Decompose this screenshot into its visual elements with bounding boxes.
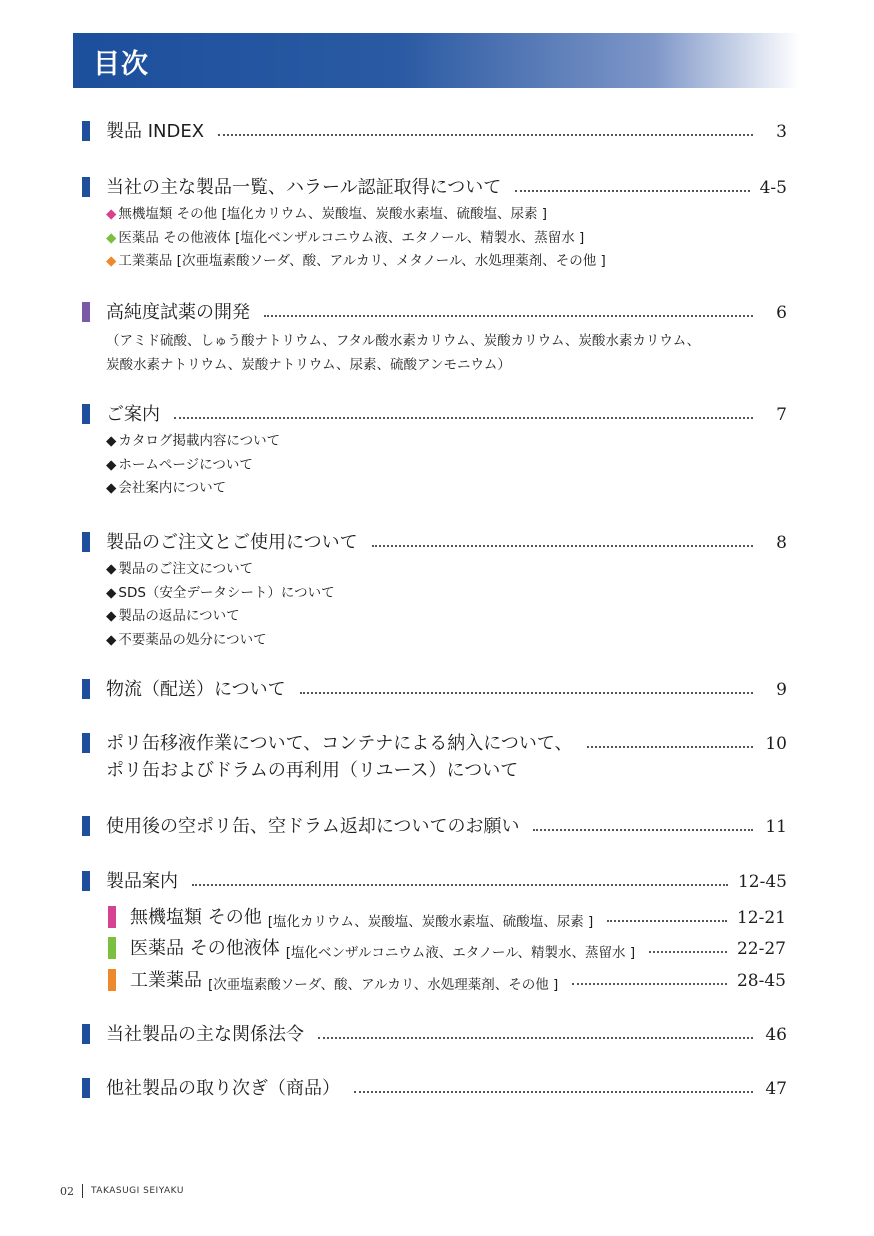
section-marker <box>82 121 90 141</box>
entry-title: ポリ缶移液作業について、コンテナによる納入について、 <box>106 733 573 754</box>
entry-title: 当社製品の主な関係法令 <box>106 1024 304 1045</box>
toc-entry-return[interactable] <box>82 813 787 839</box>
subentry-detail: [塩化カリウム、炭酸塩、炭酸水素塩、硫酸塩、尿素 ] <box>267 914 594 930</box>
entry-title: ご案内 <box>106 404 160 425</box>
entry-title: 高純度試薬の開発 <box>106 302 250 323</box>
entry-page: 4-5 <box>759 178 787 198</box>
toc-entry-product-list[interactable] <box>82 174 787 274</box>
section-marker <box>82 733 90 753</box>
dot-leader <box>174 417 753 419</box>
section-marker <box>82 1078 90 1098</box>
entry-note: 炭酸水素ナトリウム、炭酸ナトリウム、尿素、硫酸アンモニウム） <box>106 357 511 373</box>
category-marker <box>108 906 116 928</box>
subentry-page: 28-45 <box>736 971 786 991</box>
entry-note: （アミド硫酸、しゅう酸ナトリウム、フタル酸水素カリウム、炭酸カリウム、炭酸水素カリウム、 <box>106 333 701 349</box>
entry-title: 他社製品の取り次ぎ（商品） <box>106 1078 340 1099</box>
entry-page: 47 <box>765 1079 787 1099</box>
sub-item: ◆ ホームページについて <box>106 456 253 473</box>
diamond-icon: ◆ <box>106 584 117 601</box>
toc-subentry-pharma[interactable] <box>108 935 786 961</box>
toc-entry-high-purity[interactable] <box>82 299 787 377</box>
diamond-icon: ◆ <box>106 253 117 269</box>
toc-entry-product-guide[interactable] <box>82 868 787 894</box>
diamond-icon: ◆ <box>106 631 117 648</box>
entry-page: 10 <box>765 734 787 754</box>
sub-item: ◆ SDS（安全データシート）について <box>106 584 335 601</box>
entry-title: 当社の主な製品一覧、ハラール認証取得について <box>106 177 502 198</box>
dot-leader <box>192 884 728 886</box>
entry-page: 46 <box>765 1025 787 1045</box>
subentry-page: 12-21 <box>736 908 786 928</box>
toc-entry-poly-can[interactable] <box>82 730 787 786</box>
diamond-icon: ◆ <box>106 561 117 577</box>
diamond-icon: ◆ <box>106 229 117 246</box>
subentry-detail: [塩化ベンザルコニウム液、エタノール、精製水、蒸留水 ] <box>285 945 636 961</box>
footer-brand: TAKASUGI SEIYAKU <box>91 1186 184 1196</box>
dot-leader <box>318 1037 753 1039</box>
diamond-icon: ◆ <box>106 608 117 624</box>
sub-item: ◆ 製品の返品について <box>106 608 240 624</box>
dot-leader <box>372 545 753 547</box>
entry-page: 8 <box>776 533 787 553</box>
entry-title: 製品のご注文とご使用について <box>106 532 358 553</box>
sub-item: ◆ カタログ掲載内容について <box>106 433 281 449</box>
toc-entry-product-index[interactable] <box>82 118 787 144</box>
toc-entry-guide[interactable] <box>82 401 787 501</box>
subentry-page: 22-27 <box>736 939 786 959</box>
header-banner <box>73 33 800 88</box>
section-marker <box>82 871 90 891</box>
subentry-detail: [次亜塩素酸ソーダ、酸、アルカリ、水処理薬剤、その他 ] <box>208 977 559 993</box>
entry-page: 6 <box>776 303 787 323</box>
section-marker <box>82 302 90 322</box>
category-marker <box>108 937 116 959</box>
entry-page: 11 <box>765 817 787 837</box>
dot-leader <box>587 746 753 748</box>
dot-leader <box>218 134 753 136</box>
page-title: 目次 <box>93 49 149 80</box>
subentry-title: 医薬品 その他液体 <box>130 938 280 959</box>
section-marker <box>82 177 90 197</box>
entry-title: 使用後の空ポリ缶、空ドラム返却についてのお願い <box>106 816 520 837</box>
section-marker <box>82 816 90 836</box>
diamond-icon: ◆ <box>106 433 117 449</box>
sub-item: ◆ 不要薬品の処分について <box>106 631 267 648</box>
toc-subentry-inorganic[interactable] <box>108 904 786 930</box>
sub-item: ◆ 工業薬品 [次亜塩素酸ソーダ、酸、アルカリ、メタノール、水処理薬剤、その他 ] <box>106 253 606 269</box>
dot-leader <box>649 951 727 953</box>
entry-page: 7 <box>776 405 787 425</box>
entry-page: 3 <box>776 122 787 142</box>
page-footer <box>60 1184 184 1198</box>
entry-title: 製品案内 <box>106 871 178 892</box>
category-marker <box>108 969 116 991</box>
sub-item: ◆ 医薬品 その他液体 [塩化ベンザルコニウム液、エタノール、精製水、蒸留水 ] <box>106 229 585 246</box>
toc-entry-orders[interactable] <box>82 529 787 652</box>
section-marker <box>82 1024 90 1044</box>
dot-leader <box>533 829 753 831</box>
footer-divider <box>82 1184 83 1198</box>
toc-entry-laws[interactable] <box>82 1021 787 1047</box>
sub-item: ◆ 製品のご注文について <box>106 561 254 577</box>
section-marker <box>82 679 90 699</box>
page-number: 02 <box>60 1184 74 1198</box>
diamond-icon: ◆ <box>106 480 117 496</box>
subentry-title: 無機塩類 その他 <box>130 907 262 928</box>
dot-leader <box>572 983 727 985</box>
sub-item: ◆ 無機塩類 その他 [塩化カリウム、炭酸塩、炭酸水素塩、硫酸塩、尿素 ] <box>106 206 548 222</box>
toc-entry-other-products[interactable] <box>82 1075 787 1101</box>
entry-title: 製品 INDEX <box>106 121 205 142</box>
dot-leader <box>607 920 727 922</box>
subentry-title: 工業薬品 <box>130 970 202 991</box>
dot-leader <box>515 190 749 192</box>
entry-title: 物流（配送）について <box>106 679 286 700</box>
toc-subentry-industrial[interactable] <box>108 967 786 993</box>
dot-leader <box>300 692 753 694</box>
section-marker <box>82 404 90 424</box>
entry-page: 12-45 <box>737 872 787 892</box>
entry-title-continued: ポリ缶およびドラムの再利用（リユース）について <box>106 760 519 781</box>
diamond-icon: ◆ <box>106 206 117 222</box>
dot-leader <box>264 315 753 317</box>
sub-item: ◆ 会社案内について <box>106 480 227 496</box>
toc-entry-logistics[interactable] <box>82 676 787 702</box>
section-marker <box>82 532 90 552</box>
entry-page: 9 <box>776 680 787 700</box>
dot-leader <box>354 1091 753 1093</box>
diamond-icon: ◆ <box>106 456 117 473</box>
